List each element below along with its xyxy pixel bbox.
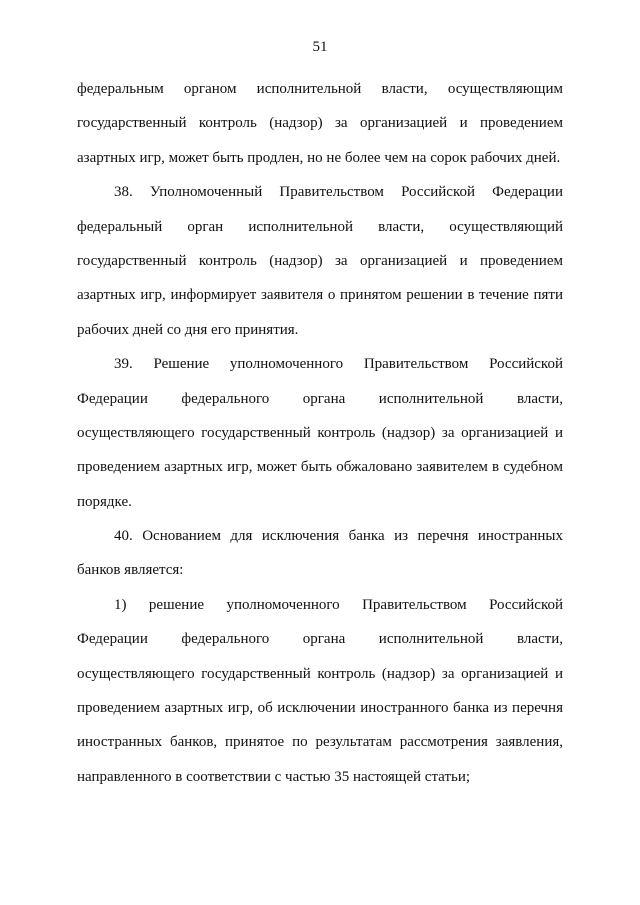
text-line: 40. Основанием для исключения банка из перечня иностранных: [114, 528, 563, 545]
text-line: федеральный орган исполнительной власти, осуществляющий: [77, 218, 563, 235]
text-line: 1) решение уполномоченного Правительством Российской: [114, 596, 563, 613]
text-line: государственный контроль (надзор) за организацией и проведением: [77, 115, 563, 132]
text-line: банков является:: [77, 562, 184, 579]
text-line: осуществляющего государственный контроль (надзор) за организацией и: [77, 424, 563, 441]
text-line: 39. Решение уполномоченного Правительством Российской: [114, 356, 563, 373]
text-line: Федерации федерального органа исполнительной власти,: [77, 631, 563, 648]
paragraph-40-item-1: [77, 588, 563, 794]
paragraph-39: [77, 347, 563, 519]
text-line: осуществляющего государственный контроль (надзор) за организацией и: [77, 665, 563, 682]
paragraph-38: [77, 175, 563, 347]
text-line: порядке.: [77, 493, 132, 510]
text-line: 38. Уполномоченный Правительством Российской Федерации: [114, 184, 563, 201]
page-number: 51: [312, 39, 328, 55]
paragraph-40: [77, 519, 563, 588]
text-line: азартных игр, может быть продлен, но не более чем на сорок рабочих дней.: [77, 149, 561, 166]
text-line: азартных игр, информирует заявителя о принятом решении в течение пяти: [77, 287, 563, 304]
text-line: направленного в соответствии с частью 35 настоящей статьи;: [77, 768, 471, 785]
text-line: государственный контроль (надзор) за организацией и проведением: [77, 252, 563, 269]
text-line: иностранных банков, принятое по результатам рассмотрения заявления,: [77, 734, 563, 751]
text-line: Федерации федерального органа исполнительной власти,: [77, 390, 563, 407]
paragraph-continuation: [77, 72, 563, 175]
text-line: рабочих дней со дня его принятия.: [77, 321, 299, 338]
text-line: федеральным органом исполнительной власти, осуществляющим: [77, 81, 563, 97]
document-body: [77, 72, 563, 794]
text-line: проведением азартных игр, об исключении иностранного банка из перечня: [77, 700, 563, 717]
text-line: проведением азартных игр, может быть обжаловано заявителем в судебном: [77, 459, 563, 476]
